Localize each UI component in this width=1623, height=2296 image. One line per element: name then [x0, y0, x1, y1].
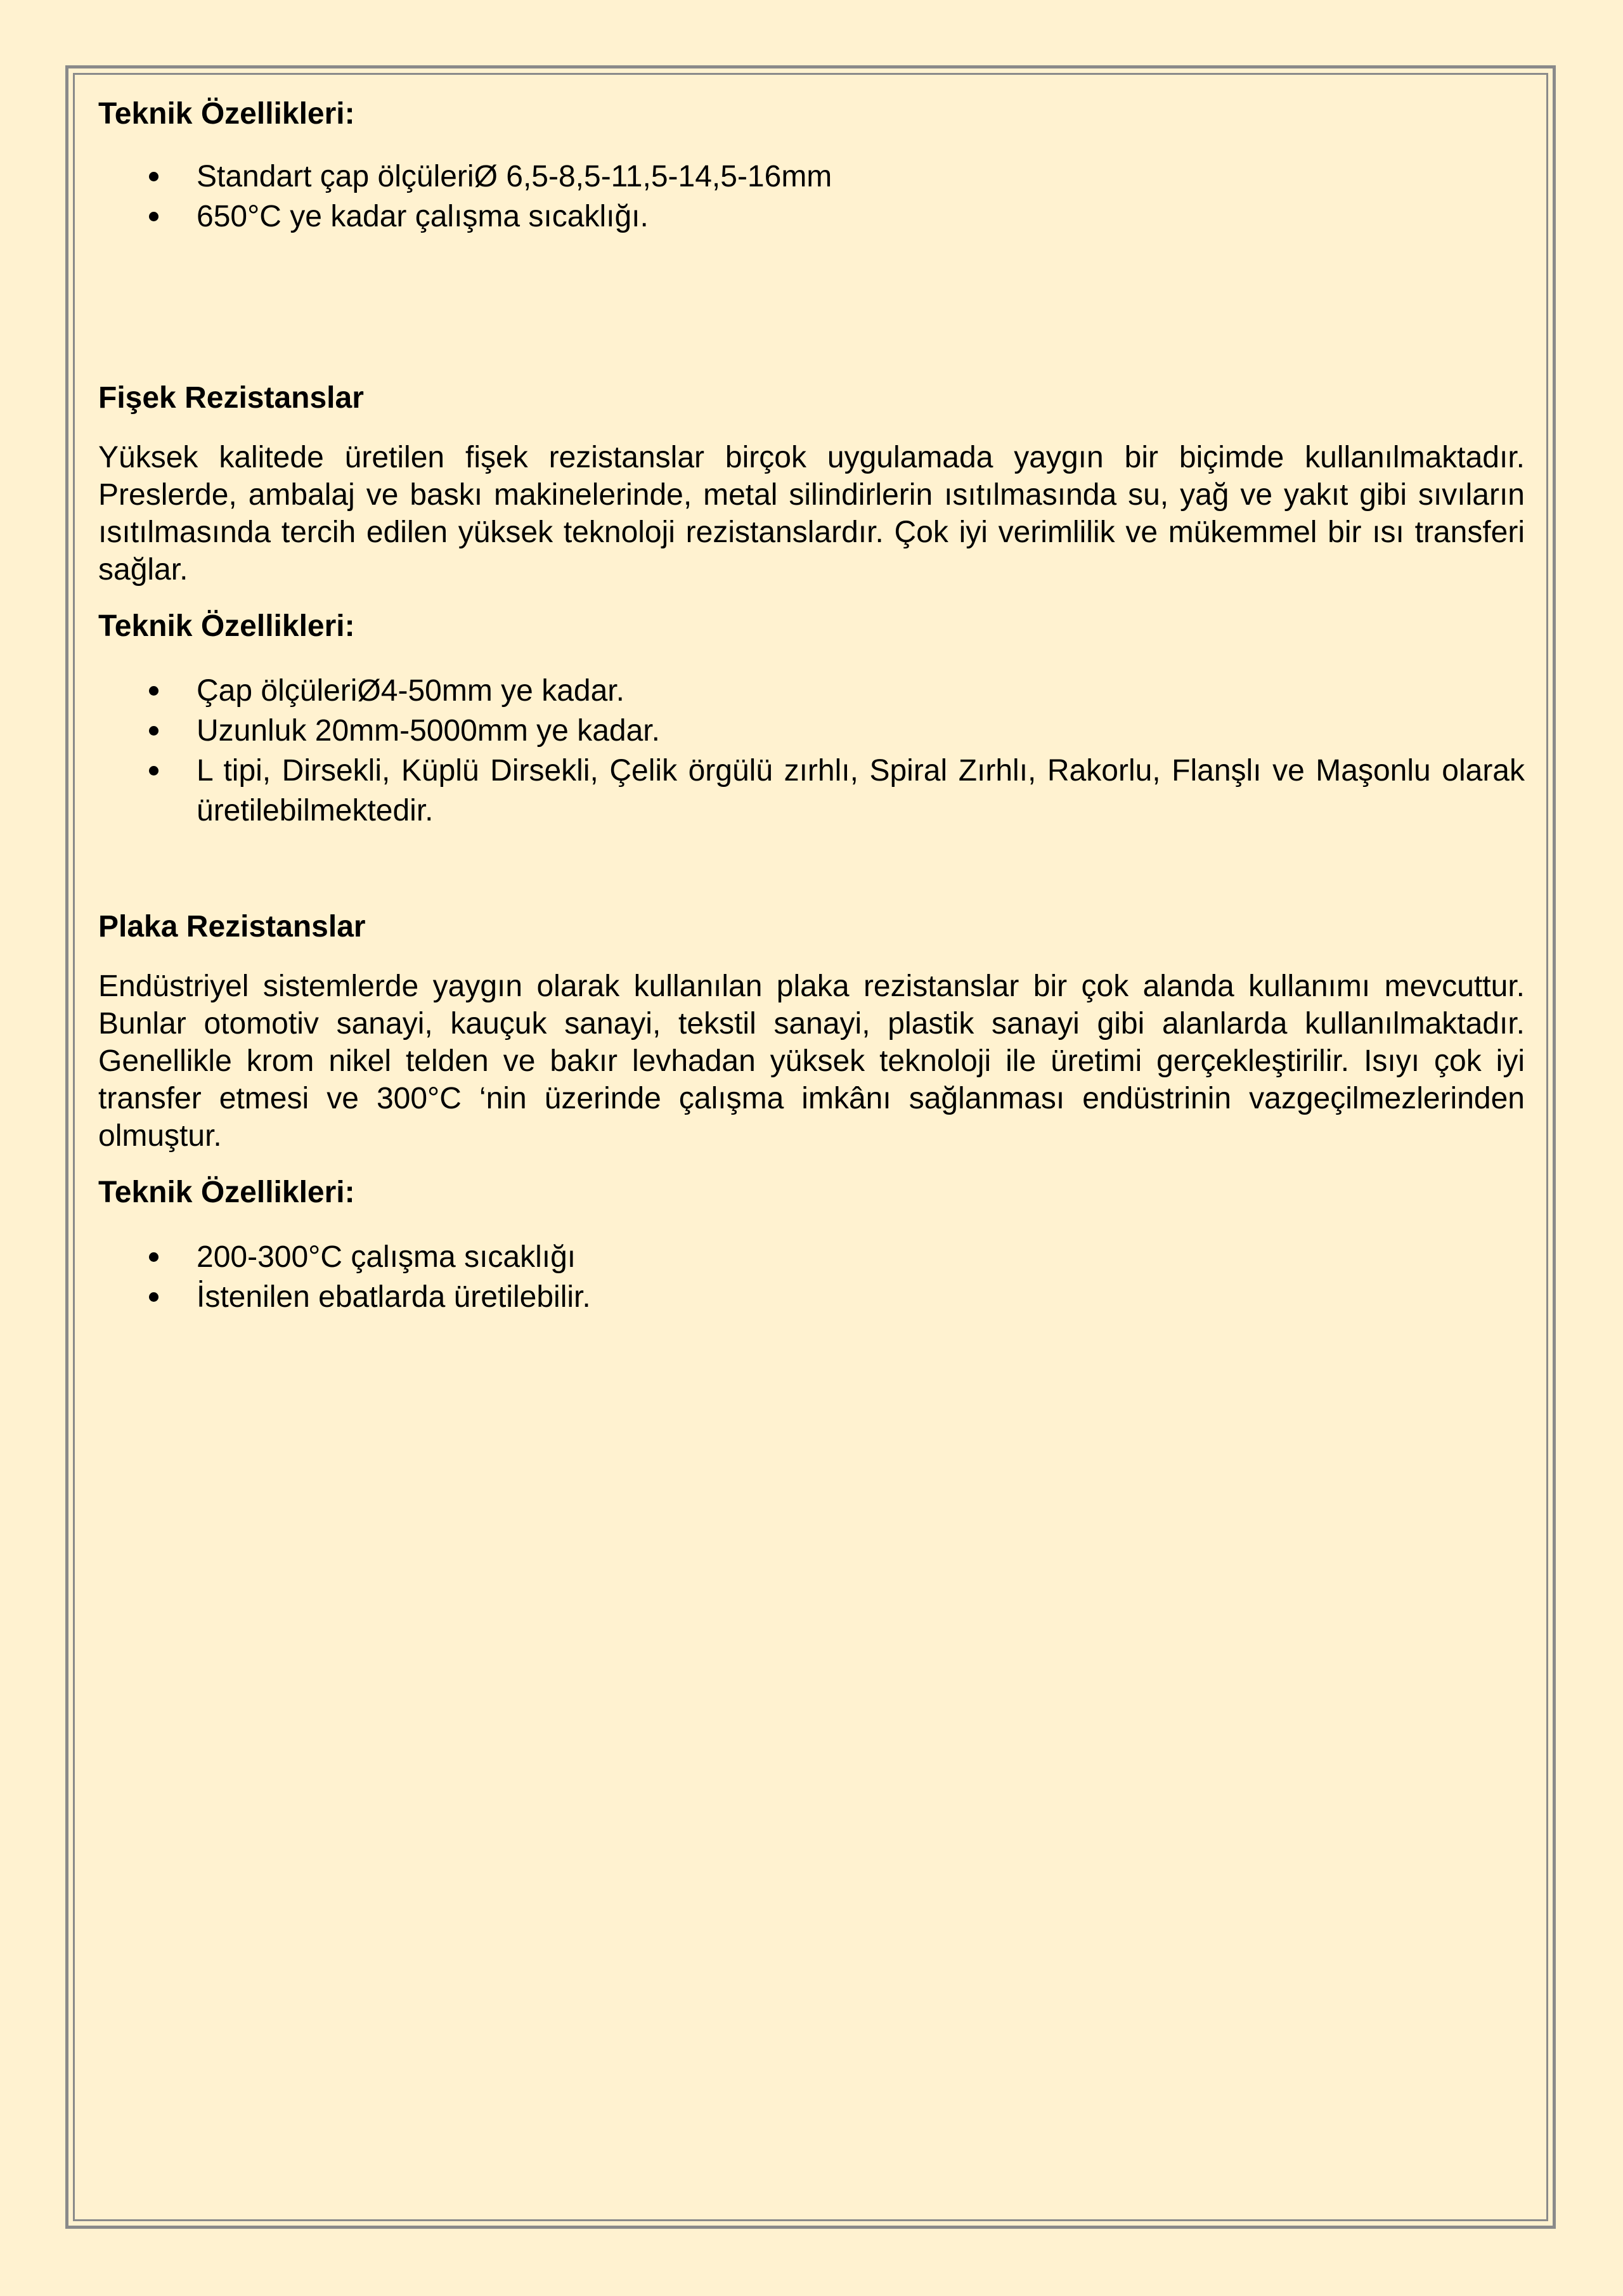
specs-list-1 [98, 157, 1525, 237]
bullet-icon [149, 1252, 158, 1262]
list-item-text: Standart çap ölçüleriØ 6,5-8,5-11,5-14,5-16mm [197, 160, 832, 193]
bullet-icon [149, 1292, 158, 1302]
bullet-icon [149, 686, 158, 696]
section-title-fisek: Fişek Rezistanslar [98, 381, 364, 415]
list-item [98, 751, 1525, 831]
section-paragraph-plaka: Endüstriyel sistemlerde yaygın olarak kullanılan plaka rezistanslar bir çok alanda kullanımı mevcuttur. Bunlar otomotiv sanayi, kauçuk sanayi, tekstil sanayi, plastik sanayi gibi alanlarda kullanılmaktadır. Genellikle krom nikel telden ve bakır levhadan yüksek teknoloji ile üretimi gerçekleştirilir. Isıyı çok iyi transfer etmesi ve 300°C ‘nin üzerinde çalışma imkânı sağlanması endüstrinin vazgeçilmezlerinden olmuştur. [98, 970, 1525, 1153]
list-item-text: İstenilen ebatlarda üretilebilir. [197, 1280, 591, 1314]
list-item [98, 1237, 1525, 1277]
list-item-text: L tipi, Dirsekli, Küplü Dirsekli, Çelik örgülü zırhlı, Spiral Zırhlı, Rakorlu, Flanşlı ve Maşonlu olarak üretilebilmektedir. [197, 754, 1525, 827]
list-item [98, 1277, 1525, 1317]
bullet-icon [149, 766, 158, 775]
list-item [98, 157, 1525, 197]
list-item [98, 197, 1525, 237]
specs-list-2 [98, 671, 1525, 831]
document-body [98, 95, 1525, 1317]
list-item-text: Çap ölçüleriØ4-50mm ye kadar. [197, 674, 624, 708]
list-item-text: 650°C ye kadar çalışma sıcaklığı. [197, 200, 649, 233]
specs-heading-3: Teknik Özellikleri: [98, 1176, 355, 1209]
list-item [98, 711, 1525, 751]
list-item [98, 671, 1525, 711]
section-title-plaka: Plaka Rezistanslar [98, 910, 366, 944]
list-item-text: Uzunluk 20mm-5000mm ye kadar. [197, 714, 660, 748]
specs-list-3 [98, 1237, 1525, 1317]
bullet-icon [149, 172, 158, 181]
bullet-icon [149, 212, 158, 221]
section-paragraph-fisek: Yüksek kalitede üretilen fişek rezistanslar birçok uygulamada yaygın bir biçimde kullanılmaktadır. Preslerde, ambalaj ve baskı makinelerinde, metal silindirlerin ısıtılmasında su, yağ ve yakıt gibi sıvıların ısıtılmasında tercih edilen yüksek teknoloji rezistanslardır. Çok iyi verimlilik ve mükemmel bir ısı transferi sağlar. [98, 441, 1525, 587]
specs-heading-1: Teknik Özellikleri: [98, 97, 355, 131]
bullet-icon [149, 726, 158, 736]
list-item-text: 200-300°C çalışma sıcaklığı [197, 1240, 576, 1274]
specs-heading-2: Teknik Özellikleri: [98, 609, 355, 643]
